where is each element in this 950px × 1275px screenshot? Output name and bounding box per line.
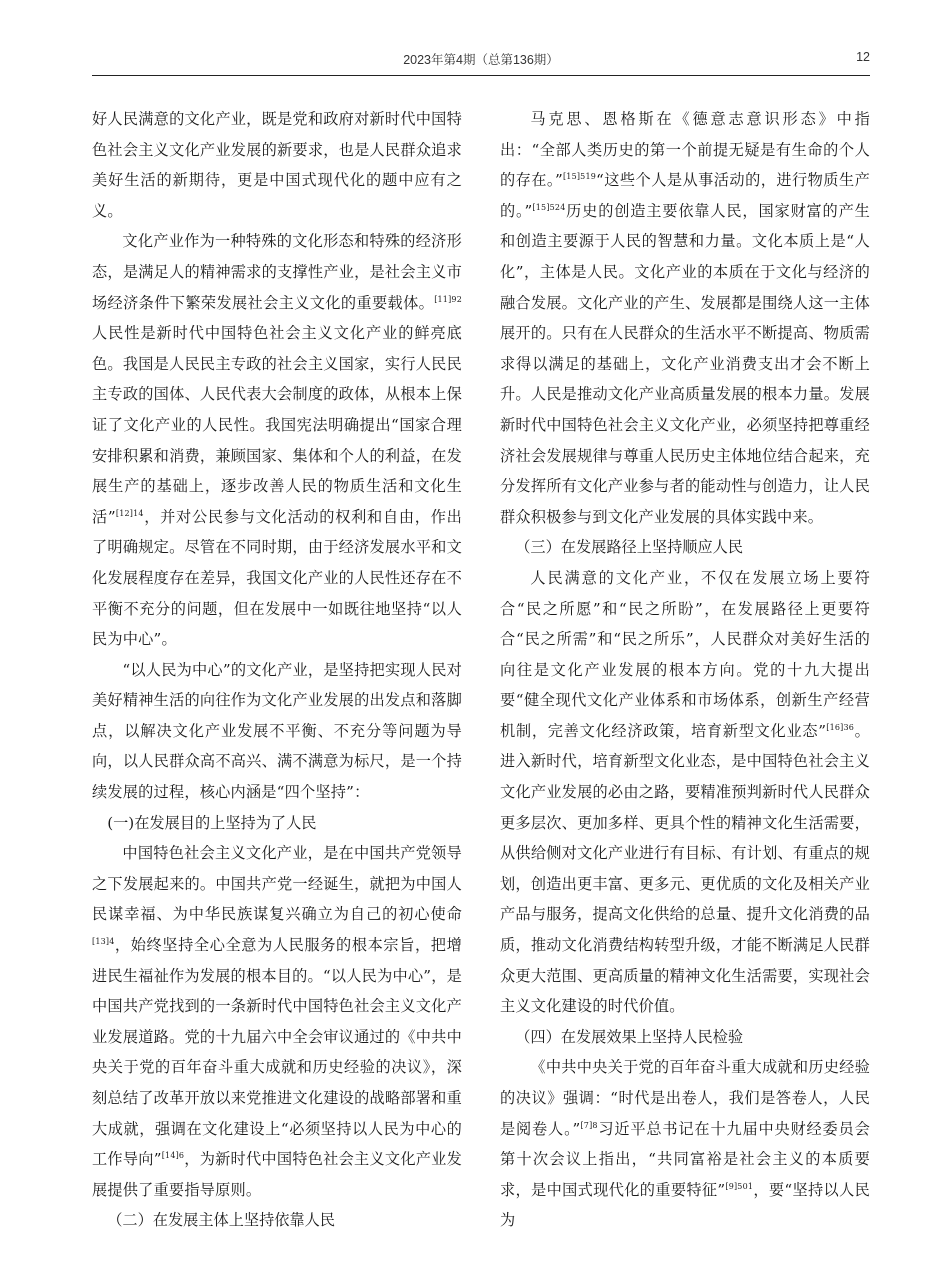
paragraph-text: 历史的创造主要依靠人民，国家财富的产生和创造主要源于人民的智慧和力量。文化本质上是“人化”，主体是人民。文化产业的本质在于文化与经济的融合发展。文化产业的产生、发展都是围绕人这一主体展开的。只有在人民群众的生活水平不断提高、物质需求得以满足的基础上，文化产业消费支出才会不断上升。人民是推动文化产业高质量发展的根本力量。发展新时代中国特色社会主义文化产业，必须坚持把尊重经济社会发展规律与尊重人民历史主体地位结合起来，充分发挥所有文化产业参与者的能动性与创造力，让人民群众积极参与到文化产业发展的具体实践中来。 bbox=[500, 201, 870, 526]
page-number: 12 bbox=[856, 50, 870, 64]
running-header bbox=[92, 50, 870, 72]
paragraph bbox=[500, 563, 870, 1022]
paragraph-text: 习近平总书记在十九届中央财经委员会第十次会议上指出，“共同富裕是社会主义的本质要求，是中国式现代化的重要特征” bbox=[500, 1119, 870, 1199]
paragraph-text: 《中共中央关于党的百年奋斗重大成就和历史经验的决议》强调：“时代是出卷人，我们是答卷人，人民是阅卷人。” bbox=[500, 1058, 870, 1138]
paragraph-text: ，始终坚持全心全意为人民服务的根本宗旨，把增进民生福祉作为发展的根本目的。“以人民为中心”，是中国共产党找到的一条新时代中国特色社会主义文化产业发展道路。党的十九届六中全会审议通过的《中共中央关于党的百年奋斗重大成就和历史经验的决议》，深刻总结了改革开放以来党推进文化建设的战略部署和重大成就，强调在文化建设上“必须坚持以人民为中心的工作导向” bbox=[92, 936, 462, 1169]
paragraph bbox=[92, 226, 462, 654]
citation: [14]6 bbox=[161, 1151, 185, 1161]
paragraph-text: ，并对公民参与文化活动的权利和自由，作出了明确规定。尽管在不同时期，由于经济发展水平和文化发展程度存在差异，我国文化产业的人民性还存在不平衡不充分的问题，但在发展中一如既往地坚持“以人民为中心”。 bbox=[92, 507, 463, 649]
paragraph-text: 中国特色社会主义文化产业，是在中国共产党领导之下发展起来的。中国共产党一经诞生，就把为中国人民谋幸福、为中华民族谋复兴确立为自己的初心使命 bbox=[92, 844, 462, 924]
paragraph bbox=[500, 1052, 870, 1236]
right-column bbox=[500, 104, 870, 1236]
citation: [13]4 bbox=[92, 936, 115, 946]
paragraph bbox=[92, 838, 462, 1205]
paragraph-text: “以人民为中心”的文化产业，是坚持把实现人民对美好精神生活的向往作为文化产业发展的出发点和落脚点，以解决文化产业发展不平衡、不充分等问题为导向，以人民群众高不高兴、满不满意为标尺，是一个持续发展的过程，核心内涵是“四个坚持”： bbox=[92, 660, 462, 802]
paragraph bbox=[92, 655, 462, 808]
citation: [12]14 bbox=[115, 508, 144, 518]
citation: [15]519 bbox=[562, 172, 597, 182]
journal-issue-title: 2023年第4期（总第136期） bbox=[403, 53, 559, 67]
paragraph-text: ，要“坚持以人民为 bbox=[500, 1180, 870, 1230]
paragraph-text: “这些个人是从事活动的，进行物质生产的。” bbox=[500, 171, 870, 220]
paragraph-text: 马克思、恩格斯在《德意志意识形态》中指出：“全部人类历史的第一个前提无疑是有生命的个人的存在。” bbox=[500, 110, 870, 190]
paragraph bbox=[92, 104, 462, 226]
paragraph-text: 好人民满意的文化产业，既是党和政府对新时代中国特色社会主义文化产业发展的新要求，也是人民群众追求美好生活的新期待，更是中国式现代化的题中应有之义。 bbox=[92, 110, 462, 220]
citation: [9]501 bbox=[725, 1181, 754, 1191]
paragraph-text: ，为新时代中国特色社会主义文化产业发展提供了重要指导原则。 bbox=[92, 1150, 462, 1199]
citation: [16]36 bbox=[826, 722, 855, 732]
paragraph bbox=[500, 104, 870, 532]
paragraph-text: 人民性是新时代中国特色社会主义文化产业的鲜亮底色。我国是人民民主专政的社会主义国家，实行人民民主专政的国体、人民代表大会制度的政体，从根本上保证了文化产业的人民性。我国宪法明确提出“国家合理安排积累和消费，兼顾国家、集体和个人的利益，在发展生产的基础上，逐步改善人民的物质生活和文化生活” bbox=[92, 324, 462, 526]
citation: [11]92 bbox=[434, 294, 462, 304]
citation: [7]8 bbox=[580, 1120, 598, 1130]
citation: [15]524 bbox=[532, 202, 566, 212]
left-column bbox=[92, 104, 462, 1236]
section-heading: （三）在发展路径上坚持顺应人民 bbox=[515, 538, 743, 557]
paragraph-text: 。进入新时代，培育新型文化业态，是中国特色社会主义文化产业发展的必由之路，要精准预判新时代人民群众更多层次、更加多样、更具个性的精神文化生活需要，从供给侧对文化产业进行有目标、有计划、有重点的规划，创造出更丰富、更多元、更优质的文化及相关产业产品与服务，提高文化供给的总量、提升文化消费的品质，推动文化消费结构转型升级，才能不断满足人民群众更大范围、更高质量的精神文化生活需要，实现社会主义文化建设的时代价值。 bbox=[500, 721, 870, 1016]
section-heading: (一)在发展目的上坚持为了人民 bbox=[107, 813, 317, 832]
paragraph-text: 文化产业作为一种特殊的文化形态和特殊的经济形态，是满足人的精神需求的支撑性产业，是社会主义市场经济条件下繁荣发展社会主义文化的重要载体。 bbox=[92, 232, 462, 312]
header-divider bbox=[92, 75, 870, 76]
section-heading: （四）在发展效果上坚持人民检验 bbox=[515, 1027, 743, 1046]
paragraph-text: 人民满意的文化产业，不仅在发展立场上要符合“民之所愿”和“民之所盼”，在发展路径上更要符合“民之所需”和“民之所乐”，人民群众对美好生活的向往是文化产业发展的根本方向。党的十九大提出要“健全现代文化产业体系和市场体系，创新生产经营机制，完善文化经济政策，培育新型文化业态” bbox=[500, 568, 870, 740]
section-heading: （二）在发展主体上坚持依靠人民 bbox=[107, 1211, 335, 1230]
